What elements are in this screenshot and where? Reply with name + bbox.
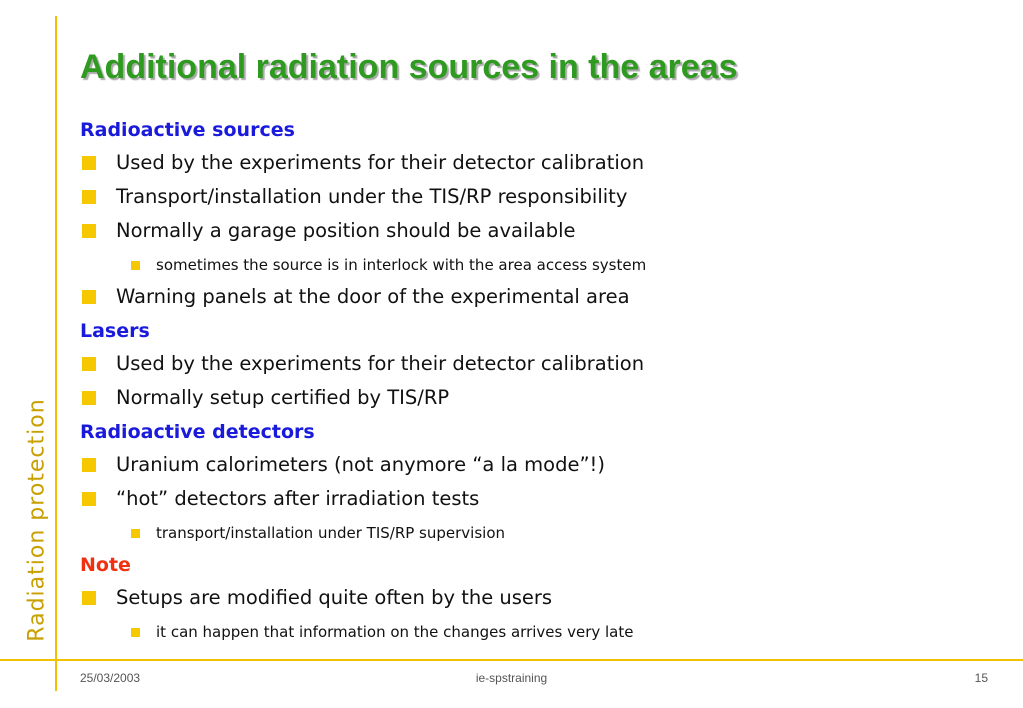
slide-content <box>80 116 1000 650</box>
bullet-item <box>80 217 1000 251</box>
bullet-text: Uranium calorimeters (not anymore “a la mode”!) <box>116 453 605 476</box>
square-bullet-icon <box>82 190 96 204</box>
footer-divider <box>0 659 1023 661</box>
square-bullet-icon <box>82 156 96 170</box>
section-heading-radioactive-sources: Radioactive sources <box>80 119 295 141</box>
square-bullet-icon <box>82 391 96 405</box>
page-number: 15 <box>974 671 988 685</box>
bullet-item <box>80 149 1000 183</box>
sub-bullet-text: it can happen that information on the changes arrives very late <box>156 623 634 641</box>
sub-bullet-item <box>80 618 1000 650</box>
small-square-bullet-icon <box>131 628 140 637</box>
bullet-item <box>80 183 1000 217</box>
square-bullet-icon <box>82 492 96 506</box>
bullet-text: Used by the experiments for their detector calibration <box>116 352 645 375</box>
square-bullet-icon <box>82 458 96 472</box>
square-bullet-icon <box>82 357 96 371</box>
bullet-text: Normally a garage position should be available <box>116 219 576 242</box>
small-square-bullet-icon <box>131 529 140 538</box>
bullet-text: Warning panels at the door of the experimental area <box>116 285 630 308</box>
bullet-text: Normally setup certified by TIS/RP <box>116 386 450 409</box>
bullet-item <box>80 485 1000 519</box>
square-bullet-icon <box>82 591 96 605</box>
bullet-item <box>80 451 1000 485</box>
sub-bullet-text: sometimes the source is in interlock with the area access system <box>156 256 647 274</box>
section-heading-radioactive-detectors: Radioactive detectors <box>80 421 315 443</box>
bullet-item <box>80 584 1000 618</box>
bullet-item <box>80 384 1000 418</box>
bullet-item <box>80 350 1000 384</box>
bullet-text: Transport/installation under the TIS/RP responsibility <box>116 185 628 208</box>
section-heading-lasers: Lasers <box>80 320 150 342</box>
slide-title: Additional radiation sources in the areas <box>80 48 738 86</box>
section-heading-note: Note <box>80 554 131 576</box>
small-square-bullet-icon <box>131 261 140 270</box>
square-bullet-icon <box>82 290 96 304</box>
bullet-text: Setups are modified quite often by the users <box>116 586 553 609</box>
sub-bullet-item <box>80 251 1000 283</box>
footer-date: 25/03/2003 <box>80 671 141 685</box>
bullet-text: Used by the experiments for their detector calibration <box>116 151 645 174</box>
sub-bullet-text: transport/installation under TIS/RP supervision <box>156 524 505 542</box>
bullet-text: “hot” detectors after irradiation tests <box>116 487 480 510</box>
footer-center-text: ie-spstraining <box>475 671 548 685</box>
vertical-divider <box>55 16 57 691</box>
side-title: Radiation protection <box>24 398 50 642</box>
bullet-item <box>80 283 1000 317</box>
sub-bullet-item <box>80 519 1000 551</box>
square-bullet-icon <box>82 224 96 238</box>
